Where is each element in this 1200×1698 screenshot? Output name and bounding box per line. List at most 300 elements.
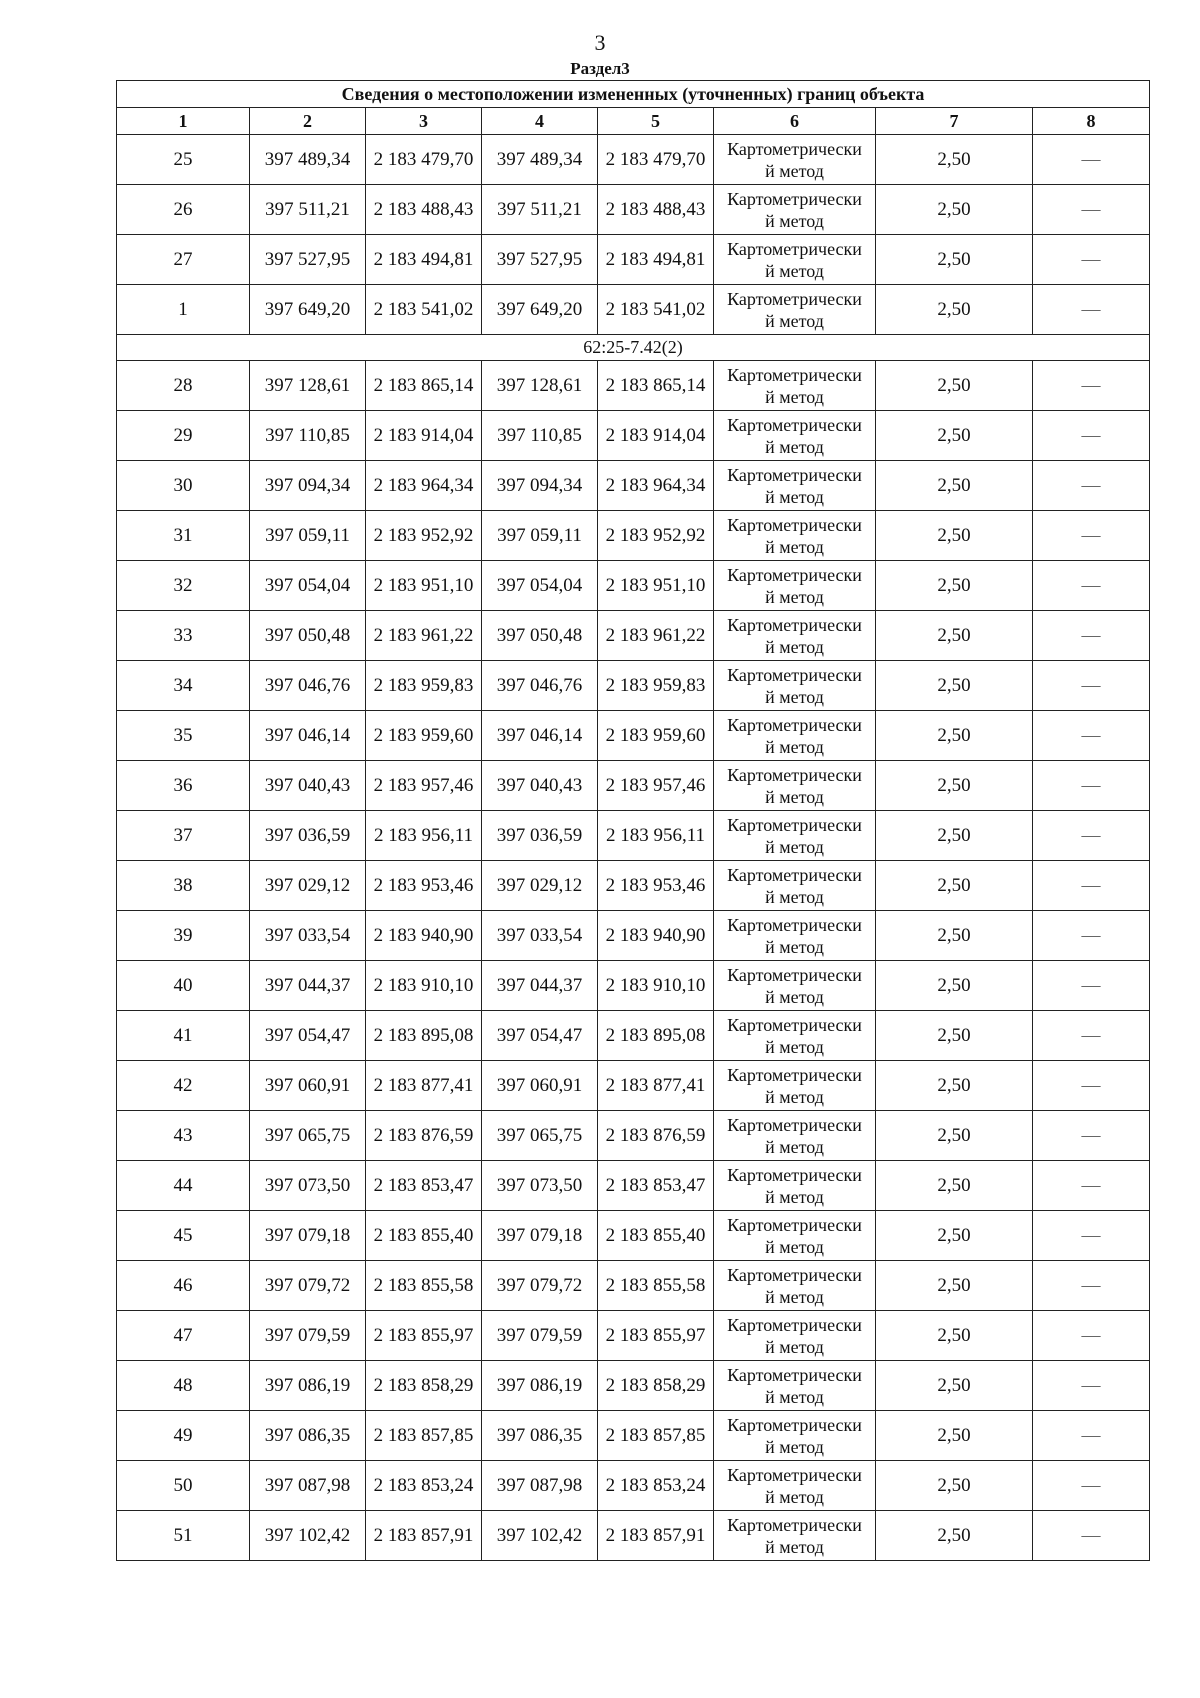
method-line: Картометрически <box>727 864 862 885</box>
x-coordinate: 397 033,54 <box>482 911 598 961</box>
accuracy: 2,50 <box>876 1111 1033 1161</box>
method-cell <box>714 461 876 511</box>
method-cell <box>714 235 876 285</box>
x-coordinate: 397 511,21 <box>482 185 598 235</box>
y-coordinate: 2 183 940,90 <box>366 911 482 961</box>
x-coordinate: 397 094,34 <box>482 461 598 511</box>
x-coordinate: 397 044,37 <box>482 961 598 1011</box>
x-coordinate: 397 033,54 <box>250 911 366 961</box>
method-cell <box>714 761 876 811</box>
method-cell <box>714 1361 876 1411</box>
y-coordinate: 2 183 479,70 <box>366 135 482 185</box>
method-cell <box>714 661 876 711</box>
x-coordinate: 397 079,59 <box>482 1311 598 1361</box>
table-caption-row <box>117 81 1150 108</box>
y-coordinate: 2 183 857,85 <box>598 1411 714 1461</box>
method-line: Картометрически <box>727 414 862 435</box>
table-row <box>117 611 1150 661</box>
method-line: й метод <box>765 386 824 407</box>
table-row <box>117 285 1150 335</box>
x-coordinate: 397 102,42 <box>250 1511 366 1561</box>
method-line: Картометрически <box>727 1314 862 1335</box>
y-coordinate: 2 183 910,10 <box>598 961 714 1011</box>
x-coordinate: 397 054,04 <box>250 561 366 611</box>
y-coordinate: 2 183 541,02 <box>366 285 482 335</box>
x-coordinate: 397 029,12 <box>482 861 598 911</box>
y-coordinate: 2 183 895,08 <box>366 1011 482 1061</box>
method-line: Картометрически <box>727 1114 862 1135</box>
method-line: й метод <box>765 1086 824 1107</box>
method-cell <box>714 1061 876 1111</box>
point-number: 45 <box>117 1211 250 1261</box>
method-line: Картометрически <box>727 1464 862 1485</box>
point-number: 25 <box>117 135 250 185</box>
note-dash: — <box>1033 811 1150 861</box>
x-coordinate: 397 054,04 <box>482 561 598 611</box>
table-row <box>117 1011 1150 1061</box>
note-dash: — <box>1033 235 1150 285</box>
x-coordinate: 397 086,19 <box>482 1361 598 1411</box>
method-cell <box>714 1411 876 1461</box>
method-line: й метод <box>765 636 824 657</box>
method-line: Картометрически <box>727 1014 862 1035</box>
x-coordinate: 397 073,50 <box>250 1161 366 1211</box>
method-line: Картометрически <box>727 1364 862 1385</box>
accuracy: 2,50 <box>876 861 1033 911</box>
x-coordinate: 397 489,34 <box>250 135 366 185</box>
y-coordinate: 2 183 876,59 <box>598 1111 714 1161</box>
x-coordinate: 397 489,34 <box>482 135 598 185</box>
note-dash: — <box>1033 561 1150 611</box>
accuracy: 2,50 <box>876 185 1033 235</box>
method-cell <box>714 1211 876 1261</box>
column-number: 4 <box>482 108 598 135</box>
y-coordinate: 2 183 857,85 <box>366 1411 482 1461</box>
y-coordinate: 2 183 853,24 <box>366 1461 482 1511</box>
column-number: 1 <box>117 108 250 135</box>
method-line: Картометрически <box>727 664 862 685</box>
method-line: Картометрически <box>727 1064 862 1085</box>
method-line: Картометрически <box>727 364 862 385</box>
accuracy: 2,50 <box>876 1311 1033 1361</box>
method-cell <box>714 961 876 1011</box>
method-line: Картометрически <box>727 288 862 309</box>
note-dash: — <box>1033 411 1150 461</box>
y-coordinate: 2 183 957,46 <box>366 761 482 811</box>
method-line: й метод <box>765 886 824 907</box>
note-dash: — <box>1033 1161 1150 1211</box>
x-coordinate: 397 046,14 <box>250 711 366 761</box>
note-dash: — <box>1033 1261 1150 1311</box>
note-dash: — <box>1033 1111 1150 1161</box>
x-coordinate: 397 102,42 <box>482 1511 598 1561</box>
x-coordinate: 397 079,18 <box>482 1211 598 1261</box>
point-number: 49 <box>117 1411 250 1461</box>
table-row <box>117 1511 1150 1561</box>
method-line: й метод <box>765 310 824 331</box>
table-row <box>117 1061 1150 1111</box>
y-coordinate: 2 183 959,60 <box>366 711 482 761</box>
table-row <box>117 185 1150 235</box>
table-row <box>117 961 1150 1011</box>
method-line: Картометрически <box>727 238 862 259</box>
table-row <box>117 135 1150 185</box>
point-number: 37 <box>117 811 250 861</box>
accuracy: 2,50 <box>876 1161 1033 1211</box>
method-cell <box>714 561 876 611</box>
table-row <box>117 911 1150 961</box>
point-number: 34 <box>117 661 250 711</box>
method-line: Картометрически <box>727 964 862 985</box>
note-dash: — <box>1033 711 1150 761</box>
point-number: 38 <box>117 861 250 911</box>
method-cell <box>714 411 876 461</box>
point-number: 42 <box>117 1061 250 1111</box>
accuracy: 2,50 <box>876 961 1033 1011</box>
group-label-row <box>117 335 1150 361</box>
y-coordinate: 2 183 961,22 <box>598 611 714 661</box>
x-coordinate: 397 649,20 <box>250 285 366 335</box>
y-coordinate: 2 183 855,40 <box>598 1211 714 1261</box>
group-label: 62:25-7.42(2) <box>117 335 1150 361</box>
x-coordinate: 397 079,18 <box>250 1211 366 1261</box>
y-coordinate: 2 183 964,34 <box>598 461 714 511</box>
accuracy: 2,50 <box>876 511 1033 561</box>
y-coordinate: 2 183 940,90 <box>598 911 714 961</box>
y-coordinate: 2 183 857,91 <box>598 1511 714 1561</box>
method-line: й метод <box>765 1036 824 1057</box>
point-number: 36 <box>117 761 250 811</box>
accuracy: 2,50 <box>876 285 1033 335</box>
table-row <box>117 511 1150 561</box>
x-coordinate: 397 059,11 <box>482 511 598 561</box>
method-line: й метод <box>765 1236 824 1257</box>
method-line: й метод <box>765 1486 824 1507</box>
table-row <box>117 561 1150 611</box>
note-dash: — <box>1033 1361 1150 1411</box>
note-dash: — <box>1033 511 1150 561</box>
x-coordinate: 397 054,47 <box>250 1011 366 1061</box>
method-cell <box>714 1261 876 1311</box>
note-dash: — <box>1033 1061 1150 1111</box>
point-number: 28 <box>117 361 250 411</box>
point-number: 39 <box>117 911 250 961</box>
x-coordinate: 397 086,35 <box>482 1411 598 1461</box>
note-dash: — <box>1033 1461 1150 1511</box>
y-coordinate: 2 183 952,92 <box>366 511 482 561</box>
method-cell <box>714 1311 876 1361</box>
method-cell <box>714 1011 876 1061</box>
y-coordinate: 2 183 853,47 <box>366 1161 482 1211</box>
x-coordinate: 397 079,59 <box>250 1311 366 1361</box>
note-dash: — <box>1033 1311 1150 1361</box>
method-line: Картометрически <box>727 814 862 835</box>
y-coordinate: 2 183 895,08 <box>598 1011 714 1061</box>
accuracy: 2,50 <box>876 811 1033 861</box>
table-row <box>117 1111 1150 1161</box>
method-cell <box>714 811 876 861</box>
x-coordinate: 397 054,47 <box>482 1011 598 1061</box>
note-dash: — <box>1033 285 1150 335</box>
point-number: 48 <box>117 1361 250 1411</box>
y-coordinate: 2 183 855,58 <box>598 1261 714 1311</box>
method-cell <box>714 361 876 411</box>
note-dash: — <box>1033 135 1150 185</box>
x-coordinate: 397 060,91 <box>482 1061 598 1111</box>
y-coordinate: 2 183 914,04 <box>598 411 714 461</box>
note-dash: — <box>1033 611 1150 661</box>
note-dash: — <box>1033 1011 1150 1061</box>
accuracy: 2,50 <box>876 611 1033 661</box>
table-row <box>117 761 1150 811</box>
y-coordinate: 2 183 857,91 <box>366 1511 482 1561</box>
y-coordinate: 2 183 855,97 <box>598 1311 714 1361</box>
boundary-coordinates-table <box>116 80 1150 1561</box>
method-line: й метод <box>765 1386 824 1407</box>
method-line: й метод <box>765 1536 824 1557</box>
x-coordinate: 397 036,59 <box>250 811 366 861</box>
table-row <box>117 411 1150 461</box>
table-caption: Сведения о местоположении измененных (уточненных) границ объекта <box>117 81 1150 108</box>
x-coordinate: 397 046,76 <box>250 661 366 711</box>
method-cell <box>714 511 876 561</box>
x-coordinate: 397 094,34 <box>250 461 366 511</box>
y-coordinate: 2 183 951,10 <box>598 561 714 611</box>
y-coordinate: 2 183 853,24 <box>598 1461 714 1511</box>
note-dash: — <box>1033 761 1150 811</box>
y-coordinate: 2 183 957,46 <box>598 761 714 811</box>
x-coordinate: 397 527,95 <box>250 235 366 285</box>
accuracy: 2,50 <box>876 1011 1033 1061</box>
accuracy: 2,50 <box>876 1061 1033 1111</box>
table-row <box>117 1311 1150 1361</box>
method-line: Картометрически <box>727 1414 862 1435</box>
y-coordinate: 2 183 910,10 <box>366 961 482 1011</box>
x-coordinate: 397 079,72 <box>250 1261 366 1311</box>
table-row <box>117 711 1150 761</box>
method-line: й метод <box>765 736 824 757</box>
x-coordinate: 397 059,11 <box>250 511 366 561</box>
note-dash: — <box>1033 185 1150 235</box>
table-row <box>117 861 1150 911</box>
y-coordinate: 2 183 877,41 <box>366 1061 482 1111</box>
point-number: 44 <box>117 1161 250 1211</box>
method-line: Картометрически <box>727 714 862 735</box>
x-coordinate: 397 110,85 <box>250 411 366 461</box>
accuracy: 2,50 <box>876 1511 1033 1561</box>
method-line: Картометрически <box>727 1214 862 1235</box>
method-cell <box>714 911 876 961</box>
x-coordinate: 397 046,14 <box>482 711 598 761</box>
y-coordinate: 2 183 877,41 <box>598 1061 714 1111</box>
section-title: Раздел3 <box>570 59 630 78</box>
x-coordinate: 397 029,12 <box>250 861 366 911</box>
method-line: Картометрически <box>727 614 862 635</box>
method-cell <box>714 185 876 235</box>
note-dash: — <box>1033 961 1150 1011</box>
method-line: й метод <box>765 786 824 807</box>
method-line: й метод <box>765 160 824 181</box>
note-dash: — <box>1033 1211 1150 1261</box>
y-coordinate: 2 183 858,29 <box>366 1361 482 1411</box>
method-line: й метод <box>765 986 824 1007</box>
y-coordinate: 2 183 494,81 <box>366 235 482 285</box>
accuracy: 2,50 <box>876 461 1033 511</box>
accuracy: 2,50 <box>876 135 1033 185</box>
x-coordinate: 397 073,50 <box>482 1161 598 1211</box>
accuracy: 2,50 <box>876 1211 1033 1261</box>
method-line: й метод <box>765 536 824 557</box>
method-line: й метод <box>765 1436 824 1457</box>
y-coordinate: 2 183 953,46 <box>366 861 482 911</box>
method-line: й метод <box>765 486 824 507</box>
point-number: 46 <box>117 1261 250 1311</box>
y-coordinate: 2 183 855,97 <box>366 1311 482 1361</box>
y-coordinate: 2 183 959,83 <box>598 661 714 711</box>
method-line: Картометрически <box>727 464 862 485</box>
y-coordinate: 2 183 959,60 <box>598 711 714 761</box>
y-coordinate: 2 183 488,43 <box>598 185 714 235</box>
point-number: 32 <box>117 561 250 611</box>
y-coordinate: 2 183 541,02 <box>598 285 714 335</box>
point-number: 26 <box>117 185 250 235</box>
y-coordinate: 2 183 479,70 <box>598 135 714 185</box>
method-cell <box>714 861 876 911</box>
accuracy: 2,50 <box>876 661 1033 711</box>
column-number: 8 <box>1033 108 1150 135</box>
accuracy: 2,50 <box>876 1261 1033 1311</box>
table-row <box>117 461 1150 511</box>
method-line: й метод <box>765 1286 824 1307</box>
y-coordinate: 2 183 951,10 <box>366 561 482 611</box>
table-body <box>117 135 1150 1561</box>
method-line: Картометрически <box>727 1164 862 1185</box>
page-number: 3 <box>594 30 606 55</box>
method-cell <box>714 1111 876 1161</box>
y-coordinate: 2 183 914,04 <box>366 411 482 461</box>
table-row <box>117 235 1150 285</box>
x-coordinate: 397 060,91 <box>250 1061 366 1111</box>
y-coordinate: 2 183 961,22 <box>366 611 482 661</box>
method-line: й метод <box>765 436 824 457</box>
method-cell <box>714 711 876 761</box>
note-dash: — <box>1033 661 1150 711</box>
x-coordinate: 397 128,61 <box>250 361 366 411</box>
point-number: 1 <box>117 285 250 335</box>
x-coordinate: 397 086,19 <box>250 1361 366 1411</box>
table-row <box>117 361 1150 411</box>
table-row <box>117 1411 1150 1461</box>
accuracy: 2,50 <box>876 911 1033 961</box>
point-number: 41 <box>117 1011 250 1061</box>
table-row <box>117 1361 1150 1411</box>
x-coordinate: 397 079,72 <box>482 1261 598 1311</box>
point-number: 31 <box>117 511 250 561</box>
method-line: й метод <box>765 586 824 607</box>
note-dash: — <box>1033 861 1150 911</box>
accuracy: 2,50 <box>876 711 1033 761</box>
accuracy: 2,50 <box>876 1361 1033 1411</box>
y-coordinate: 2 183 855,58 <box>366 1261 482 1311</box>
point-number: 40 <box>117 961 250 1011</box>
y-coordinate: 2 183 952,92 <box>598 511 714 561</box>
y-coordinate: 2 183 964,34 <box>366 461 482 511</box>
method-line: Картометрически <box>727 914 862 935</box>
y-coordinate: 2 183 956,11 <box>598 811 714 861</box>
point-number: 50 <box>117 1461 250 1511</box>
y-coordinate: 2 183 865,14 <box>598 361 714 411</box>
y-coordinate: 2 183 855,40 <box>366 1211 482 1261</box>
method-cell <box>714 285 876 335</box>
y-coordinate: 2 183 865,14 <box>366 361 482 411</box>
note-dash: — <box>1033 1411 1150 1461</box>
y-coordinate: 2 183 853,47 <box>598 1161 714 1211</box>
x-coordinate: 397 050,48 <box>482 611 598 661</box>
method-cell <box>714 1511 876 1561</box>
point-number: 35 <box>117 711 250 761</box>
accuracy: 2,50 <box>876 361 1033 411</box>
method-cell <box>714 135 876 185</box>
point-number: 47 <box>117 1311 250 1361</box>
method-line: й метод <box>765 836 824 857</box>
x-coordinate: 397 065,75 <box>250 1111 366 1161</box>
point-number: 33 <box>117 611 250 661</box>
column-number: 7 <box>876 108 1033 135</box>
y-coordinate: 2 183 953,46 <box>598 861 714 911</box>
x-coordinate: 397 086,35 <box>250 1411 366 1461</box>
y-coordinate: 2 183 876,59 <box>366 1111 482 1161</box>
point-number: 30 <box>117 461 250 511</box>
table-row <box>117 661 1150 711</box>
y-coordinate: 2 183 959,83 <box>366 661 482 711</box>
accuracy: 2,50 <box>876 235 1033 285</box>
method-cell <box>714 1461 876 1511</box>
table-row <box>117 811 1150 861</box>
method-line: й метод <box>765 1136 824 1157</box>
x-coordinate: 397 649,20 <box>482 285 598 335</box>
x-coordinate: 397 050,48 <box>250 611 366 661</box>
accuracy: 2,50 <box>876 411 1033 461</box>
method-line: й метод <box>765 686 824 707</box>
x-coordinate: 397 046,76 <box>482 661 598 711</box>
x-coordinate: 397 040,43 <box>250 761 366 811</box>
column-number: 3 <box>366 108 482 135</box>
table-row <box>117 1211 1150 1261</box>
y-coordinate: 2 183 488,43 <box>366 185 482 235</box>
x-coordinate: 397 065,75 <box>482 1111 598 1161</box>
x-coordinate: 397 040,43 <box>482 761 598 811</box>
column-number-row <box>117 108 1150 135</box>
accuracy: 2,50 <box>876 561 1033 611</box>
accuracy: 2,50 <box>876 1461 1033 1511</box>
x-coordinate: 397 087,98 <box>250 1461 366 1511</box>
point-number: 51 <box>117 1511 250 1561</box>
x-coordinate: 397 511,21 <box>250 185 366 235</box>
x-coordinate: 397 036,59 <box>482 811 598 861</box>
method-line: Картометрически <box>727 138 862 159</box>
x-coordinate: 397 044,37 <box>250 961 366 1011</box>
method-line: Картометрически <box>727 764 862 785</box>
note-dash: — <box>1033 461 1150 511</box>
point-number: 29 <box>117 411 250 461</box>
method-line: й метод <box>765 1186 824 1207</box>
x-coordinate: 397 128,61 <box>482 361 598 411</box>
method-line: Картометрически <box>727 1264 862 1285</box>
table-row <box>117 1161 1150 1211</box>
x-coordinate: 397 110,85 <box>482 411 598 461</box>
table-row <box>117 1261 1150 1311</box>
method-line: Картометрически <box>727 514 862 535</box>
